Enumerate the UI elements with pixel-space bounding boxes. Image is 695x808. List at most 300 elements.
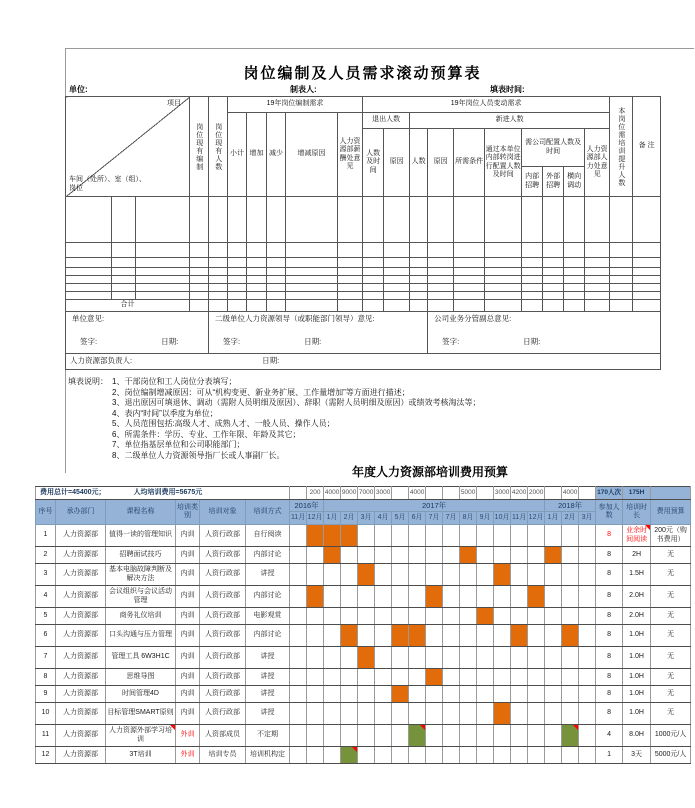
total-empty-cell[interactable]: [428, 300, 454, 312]
empty-data-cell[interactable]: [610, 258, 633, 268]
empty-data-cell[interactable]: [363, 292, 384, 300]
participants-cell[interactable]: 1: [596, 747, 623, 764]
schedule-cell-filled[interactable]: [477, 608, 494, 625]
schedule-cell[interactable]: [426, 525, 443, 547]
type-cell[interactable]: 内训: [176, 608, 200, 625]
schedule-cell-filled[interactable]: [307, 586, 324, 608]
schedule-cell[interactable]: [477, 586, 494, 608]
schedule-cell[interactable]: [392, 669, 409, 686]
schedule-cell[interactable]: [562, 564, 579, 586]
schedule-cell[interactable]: [579, 725, 596, 747]
total-empty-cell[interactable]: [564, 300, 585, 312]
schedule-cell[interactable]: [460, 647, 477, 669]
type-cell[interactable]: 内训: [176, 586, 200, 608]
course-cell[interactable]: 时间管理4D: [106, 686, 176, 703]
schedule-cell[interactable]: [477, 686, 494, 703]
schedule-cell[interactable]: [375, 725, 392, 747]
month-total-cell[interactable]: [290, 487, 307, 500]
empty-data-cell[interactable]: [633, 268, 661, 276]
schedule-cell[interactable]: [358, 725, 375, 747]
schedule-cell[interactable]: [528, 564, 545, 586]
schedule-cell[interactable]: [528, 747, 545, 764]
schedule-cell[interactable]: [375, 547, 392, 564]
empty-data-cell[interactable]: [410, 243, 428, 258]
duration-cell[interactable]: 8.0H: [623, 725, 651, 747]
schedule-cell[interactable]: [324, 669, 341, 686]
total-empty-cell[interactable]: [610, 300, 633, 312]
schedule-cell[interactable]: [460, 686, 477, 703]
empty-data-cell[interactable]: [338, 276, 363, 284]
empty-data-cell[interactable]: [564, 292, 585, 300]
schedule-cell-filled[interactable]: [358, 647, 375, 669]
schedule-cell-filled[interactable]: [562, 725, 579, 747]
schedule-cell[interactable]: [443, 547, 460, 564]
empty-data-cell[interactable]: [585, 243, 610, 258]
schedule-cell[interactable]: [358, 703, 375, 725]
schedule-cell[interactable]: [392, 608, 409, 625]
schedule-cell[interactable]: [545, 608, 562, 625]
empty-data-cell[interactable]: [247, 258, 267, 268]
schedule-cell[interactable]: [579, 608, 596, 625]
schedule-cell[interactable]: [562, 547, 579, 564]
empty-data-cell[interactable]: [286, 268, 338, 276]
schedule-cell[interactable]: [392, 564, 409, 586]
cost-cell[interactable]: 无: [651, 608, 691, 625]
schedule-cell[interactable]: [358, 525, 375, 547]
schedule-cell[interactable]: [375, 703, 392, 725]
empty-data-cell[interactable]: [610, 268, 633, 276]
month-total-cell[interactable]: 7000: [358, 487, 375, 500]
schedule-cell-filled[interactable]: [460, 547, 477, 564]
schedule-cell[interactable]: [562, 525, 579, 547]
schedule-cell-filled[interactable]: [545, 547, 562, 564]
month-total-cell[interactable]: [545, 487, 562, 500]
empty-data-cell[interactable]: [136, 292, 190, 300]
schedule-cell[interactable]: [511, 608, 528, 625]
empty-data-cell[interactable]: [267, 284, 286, 292]
schedule-cell[interactable]: [307, 547, 324, 564]
schedule-cell[interactable]: [579, 669, 596, 686]
schedule-cell[interactable]: [392, 747, 409, 764]
schedule-cell-filled[interactable]: [409, 625, 426, 647]
empty-data-cell[interactable]: [66, 276, 112, 284]
empty-data-cell[interactable]: [228, 292, 247, 300]
schedule-cell[interactable]: [494, 625, 511, 647]
schedule-cell[interactable]: [358, 608, 375, 625]
schedule-cell[interactable]: [307, 686, 324, 703]
schedule-cell[interactable]: [290, 703, 307, 725]
empty-data-cell[interactable]: [209, 258, 228, 268]
dept-cell[interactable]: 人力资源部: [56, 686, 106, 703]
schedule-cell[interactable]: [409, 525, 426, 547]
schedule-cell[interactable]: [460, 525, 477, 547]
course-cell[interactable]: 3T培训: [106, 747, 176, 764]
method-cell[interactable]: 内部讨论: [246, 547, 290, 564]
schedule-cell[interactable]: [511, 669, 528, 686]
empty-data-cell[interactable]: [585, 197, 610, 243]
schedule-cell[interactable]: [528, 703, 545, 725]
empty-data-cell[interactable]: [136, 268, 190, 276]
empty-data-cell[interactable]: [522, 276, 543, 284]
empty-data-cell[interactable]: [564, 276, 585, 284]
total-empty-cell[interactable]: [410, 300, 428, 312]
empty-data-cell[interactable]: [66, 284, 112, 292]
empty-data-cell[interactable]: [633, 276, 661, 284]
empty-data-cell[interactable]: [112, 284, 136, 292]
empty-data-cell[interactable]: [136, 243, 190, 258]
schedule-cell[interactable]: [477, 703, 494, 725]
schedule-cell[interactable]: [392, 725, 409, 747]
schedule-cell[interactable]: [341, 547, 358, 564]
schedule-cell[interactable]: [579, 586, 596, 608]
month-total-cell[interactable]: [579, 487, 596, 500]
schedule-cell[interactable]: [290, 747, 307, 764]
empty-data-cell[interactable]: [267, 258, 286, 268]
schedule-cell-filled[interactable]: [392, 625, 409, 647]
empty-data-cell[interactable]: [66, 243, 112, 258]
dept-cell[interactable]: 人力资源部: [56, 703, 106, 725]
schedule-cell[interactable]: [375, 625, 392, 647]
empty-data-cell[interactable]: [564, 284, 585, 292]
schedule-cell[interactable]: [545, 564, 562, 586]
type-cell[interactable]: 内训: [176, 564, 200, 586]
schedule-cell[interactable]: [409, 586, 426, 608]
dept-cell[interactable]: 人力资源部: [56, 669, 106, 686]
empty-data-cell[interactable]: [633, 197, 661, 243]
schedule-cell[interactable]: [409, 686, 426, 703]
type-cell[interactable]: 外训: [176, 747, 200, 764]
total-empty-cell[interactable]: [543, 300, 564, 312]
empty-data-cell[interactable]: [247, 243, 267, 258]
schedule-cell[interactable]: [392, 547, 409, 564]
empty-data-cell[interactable]: [610, 276, 633, 284]
empty-data-cell[interactable]: [190, 292, 209, 300]
month-total-cell[interactable]: 3000: [375, 487, 392, 500]
empty-data-cell[interactable]: [228, 284, 247, 292]
schedule-cell[interactable]: [324, 625, 341, 647]
participants-cell[interactable]: 8: [596, 625, 623, 647]
schedule-cell[interactable]: [528, 669, 545, 686]
participants-cell[interactable]: 8: [596, 647, 623, 669]
schedule-cell[interactable]: [375, 647, 392, 669]
schedule-cell-filled[interactable]: [358, 564, 375, 586]
schedule-cell[interactable]: [290, 525, 307, 547]
schedule-cell[interactable]: [460, 586, 477, 608]
cost-cell[interactable]: 无: [651, 647, 691, 669]
empty-data-cell[interactable]: [228, 276, 247, 284]
participants-cell[interactable]: 8: [596, 608, 623, 625]
schedule-cell[interactable]: [494, 647, 511, 669]
type-cell[interactable]: 内训: [176, 647, 200, 669]
duration-cell[interactable]: 1.0H: [623, 703, 651, 725]
schedule-cell[interactable]: [443, 586, 460, 608]
schedule-cell[interactable]: [511, 547, 528, 564]
month-total-cell[interactable]: 5000: [460, 487, 477, 500]
schedule-cell-filled[interactable]: [409, 725, 426, 747]
schedule-cell[interactable]: [545, 647, 562, 669]
course-cell[interactable]: 口头沟通与压力管理: [106, 625, 176, 647]
total-empty-cell[interactable]: [190, 300, 209, 312]
schedule-cell[interactable]: [358, 686, 375, 703]
schedule-cell[interactable]: [545, 625, 562, 647]
empty-data-cell[interactable]: [286, 197, 338, 243]
schedule-cell[interactable]: [307, 647, 324, 669]
course-cell[interactable]: 人力资源外部学习培训: [106, 725, 176, 747]
schedule-cell[interactable]: [579, 647, 596, 669]
schedule-cell[interactable]: [409, 608, 426, 625]
schedule-cell[interactable]: [307, 747, 324, 764]
empty-data-cell[interactable]: [190, 276, 209, 284]
empty-data-cell[interactable]: [190, 258, 209, 268]
empty-data-cell[interactable]: [384, 276, 410, 284]
schedule-cell[interactable]: [443, 564, 460, 586]
dept-cell[interactable]: 人力资源部: [56, 647, 106, 669]
empty-data-cell[interactable]: [384, 292, 410, 300]
empty-data-cell[interactable]: [209, 284, 228, 292]
schedule-cell[interactable]: [358, 747, 375, 764]
empty-data-cell[interactable]: [564, 243, 585, 258]
total-empty-cell[interactable]: [267, 300, 286, 312]
participants-cell[interactable]: 8: [596, 669, 623, 686]
empty-data-cell[interactable]: [228, 268, 247, 276]
method-cell[interactable]: 讲授: [246, 647, 290, 669]
empty-data-cell[interactable]: [66, 197, 112, 243]
empty-data-cell[interactable]: [384, 284, 410, 292]
empty-data-cell[interactable]: [136, 284, 190, 292]
empty-data-cell[interactable]: [522, 258, 543, 268]
schedule-cell[interactable]: [290, 608, 307, 625]
participants-cell[interactable]: 8: [596, 703, 623, 725]
empty-data-cell[interactable]: [485, 243, 522, 258]
schedule-cell-filled[interactable]: [341, 747, 358, 764]
seq-cell[interactable]: 5: [36, 608, 56, 625]
schedule-cell[interactable]: [579, 564, 596, 586]
schedule-cell[interactable]: [341, 669, 358, 686]
schedule-cell[interactable]: [443, 725, 460, 747]
seq-cell[interactable]: 10: [36, 703, 56, 725]
empty-data-cell[interactable]: [428, 243, 454, 258]
schedule-cell[interactable]: [494, 669, 511, 686]
schedule-cell[interactable]: [494, 547, 511, 564]
empty-data-cell[interactable]: [286, 284, 338, 292]
schedule-cell[interactable]: [443, 686, 460, 703]
schedule-cell[interactable]: [579, 686, 596, 703]
schedule-cell[interactable]: [290, 547, 307, 564]
total-empty-cell[interactable]: [585, 300, 610, 312]
empty-data-cell[interactable]: [454, 243, 485, 258]
schedule-cell[interactable]: [290, 564, 307, 586]
cost-cell[interactable]: 无: [651, 564, 691, 586]
method-cell[interactable]: 电影观赏: [246, 608, 290, 625]
empty-data-cell[interactable]: [66, 258, 112, 268]
schedule-cell[interactable]: [443, 747, 460, 764]
empty-data-cell[interactable]: [112, 268, 136, 276]
schedule-cell[interactable]: [545, 747, 562, 764]
empty-data-cell[interactable]: [66, 292, 112, 300]
participants-cell[interactable]: 8: [596, 525, 623, 547]
audience-cell[interactable]: 人资部成员: [200, 725, 246, 747]
empty-data-cell[interactable]: [610, 243, 633, 258]
seq-cell[interactable]: 6: [36, 625, 56, 647]
schedule-cell[interactable]: [358, 625, 375, 647]
total-empty-cell[interactable]: [522, 300, 543, 312]
schedule-cell[interactable]: [375, 686, 392, 703]
empty-data-cell[interactable]: [633, 292, 661, 300]
seq-cell[interactable]: 7: [36, 647, 56, 669]
course-cell[interactable]: 商务礼仪培训: [106, 608, 176, 625]
schedule-cell[interactable]: [324, 725, 341, 747]
empty-data-cell[interactable]: [338, 284, 363, 292]
empty-data-cell[interactable]: [112, 258, 136, 268]
schedule-cell[interactable]: [426, 625, 443, 647]
total-empty-cell[interactable]: [228, 300, 247, 312]
empty-data-cell[interactable]: [610, 197, 633, 243]
schedule-cell[interactable]: [545, 525, 562, 547]
schedule-cell-filled[interactable]: [426, 669, 443, 686]
schedule-cell[interactable]: [545, 703, 562, 725]
method-cell[interactable]: 讲授: [246, 686, 290, 703]
schedule-cell[interactable]: [290, 625, 307, 647]
empty-data-cell[interactable]: [363, 243, 384, 258]
empty-data-cell[interactable]: [454, 197, 485, 243]
schedule-cell[interactable]: [528, 686, 545, 703]
empty-data-cell[interactable]: [610, 292, 633, 300]
schedule-cell[interactable]: [392, 703, 409, 725]
schedule-cell[interactable]: [341, 608, 358, 625]
empty-data-cell[interactable]: [267, 197, 286, 243]
hr-head-cell[interactable]: [66, 354, 661, 370]
method-cell[interactable]: 内部讨论: [246, 625, 290, 647]
schedule-cell[interactable]: [528, 625, 545, 647]
schedule-cell[interactable]: [494, 525, 511, 547]
type-cell[interactable]: 内训: [176, 525, 200, 547]
empty-data-cell[interactable]: [363, 268, 384, 276]
empty-data-cell[interactable]: [485, 197, 522, 243]
schedule-cell-filled[interactable]: [528, 586, 545, 608]
schedule-cell[interactable]: [426, 703, 443, 725]
empty-data-cell[interactable]: [428, 292, 454, 300]
audience-cell[interactable]: 人资行政部: [200, 564, 246, 586]
schedule-cell[interactable]: [290, 725, 307, 747]
schedule-cell[interactable]: [477, 669, 494, 686]
empty-data-cell[interactable]: [247, 292, 267, 300]
empty-data-cell[interactable]: [585, 258, 610, 268]
empty-data-cell[interactable]: [543, 243, 564, 258]
empty-data-cell[interactable]: [633, 284, 661, 292]
type-cell[interactable]: 内训: [176, 625, 200, 647]
schedule-cell[interactable]: [392, 586, 409, 608]
empty-data-cell[interactable]: [286, 292, 338, 300]
empty-data-cell[interactable]: [428, 276, 454, 284]
audience-cell[interactable]: 人资行政部: [200, 686, 246, 703]
duration-cell[interactable]: 3天: [623, 747, 651, 764]
seq-cell[interactable]: 2: [36, 547, 56, 564]
schedule-cell[interactable]: [409, 669, 426, 686]
participants-cell[interactable]: 4: [596, 725, 623, 747]
participants-cell[interactable]: 8: [596, 686, 623, 703]
participants-cell[interactable]: 8: [596, 586, 623, 608]
course-cell[interactable]: 基本电脑故障判断及解决方法: [106, 564, 176, 586]
dept-cell[interactable]: 人力资源部: [56, 625, 106, 647]
empty-data-cell[interactable]: [384, 258, 410, 268]
schedule-cell[interactable]: [341, 703, 358, 725]
schedule-cell[interactable]: [443, 525, 460, 547]
schedule-cell[interactable]: [460, 564, 477, 586]
schedule-cell[interactable]: [562, 703, 579, 725]
cost-cell[interactable]: 1000元/人: [651, 725, 691, 747]
duration-cell[interactable]: 1.0H: [623, 647, 651, 669]
empty-data-cell[interactable]: [485, 284, 522, 292]
empty-data-cell[interactable]: [522, 284, 543, 292]
dept-cell[interactable]: 人力资源部: [56, 586, 106, 608]
schedule-cell[interactable]: [545, 725, 562, 747]
schedule-cell[interactable]: [341, 564, 358, 586]
empty-data-cell[interactable]: [585, 292, 610, 300]
participants-cell[interactable]: 8: [596, 547, 623, 564]
schedule-cell-filled[interactable]: [307, 525, 324, 547]
month-total-cell[interactable]: 2000: [528, 487, 545, 500]
empty-data-cell[interactable]: [633, 243, 661, 258]
schedule-cell[interactable]: [324, 686, 341, 703]
schedule-cell[interactable]: [460, 725, 477, 747]
schedule-cell[interactable]: [409, 564, 426, 586]
audience-cell[interactable]: 人资行政部: [200, 608, 246, 625]
empty-data-cell[interactable]: [485, 276, 522, 284]
empty-data-cell[interactable]: [228, 197, 247, 243]
schedule-cell[interactable]: [477, 647, 494, 669]
schedule-cell[interactable]: [375, 608, 392, 625]
cost-cell[interactable]: 无: [651, 625, 691, 647]
schedule-cell[interactable]: [579, 625, 596, 647]
empty-data-cell[interactable]: [267, 268, 286, 276]
schedule-cell[interactable]: [324, 703, 341, 725]
empty-data-cell[interactable]: [384, 268, 410, 276]
empty-data-cell[interactable]: [247, 284, 267, 292]
schedule-cell[interactable]: [460, 669, 477, 686]
schedule-cell[interactable]: [307, 608, 324, 625]
empty-data-cell[interactable]: [247, 276, 267, 284]
schedule-cell[interactable]: [426, 686, 443, 703]
schedule-cell[interactable]: [460, 608, 477, 625]
schedule-cell-filled[interactable]: [511, 625, 528, 647]
seq-cell[interactable]: 3: [36, 564, 56, 586]
empty-data-cell[interactable]: [363, 197, 384, 243]
method-cell[interactable]: 讲授: [246, 703, 290, 725]
schedule-cell[interactable]: [579, 747, 596, 764]
schedule-cell[interactable]: [545, 686, 562, 703]
dept-cell[interactable]: 人力资源部: [56, 564, 106, 586]
opinion-cell[interactable]: [428, 312, 661, 354]
schedule-cell[interactable]: [358, 669, 375, 686]
empty-data-cell[interactable]: [522, 243, 543, 258]
empty-data-cell[interactable]: [428, 284, 454, 292]
schedule-cell[interactable]: [392, 525, 409, 547]
schedule-cell[interactable]: [409, 703, 426, 725]
schedule-cell[interactable]: [528, 608, 545, 625]
seq-cell[interactable]: 11: [36, 725, 56, 747]
course-cell[interactable]: 值得一读的管理知识: [106, 525, 176, 547]
empty-data-cell[interactable]: [428, 258, 454, 268]
empty-data-cell[interactable]: [66, 268, 112, 276]
schedule-cell[interactable]: [511, 703, 528, 725]
total-empty-cell[interactable]: [338, 300, 363, 312]
schedule-cell[interactable]: [307, 703, 324, 725]
seq-cell[interactable]: 9: [36, 686, 56, 703]
schedule-cell[interactable]: [460, 625, 477, 647]
audience-cell[interactable]: 人资行政部: [200, 625, 246, 647]
schedule-cell[interactable]: [460, 703, 477, 725]
schedule-cell[interactable]: [545, 669, 562, 686]
